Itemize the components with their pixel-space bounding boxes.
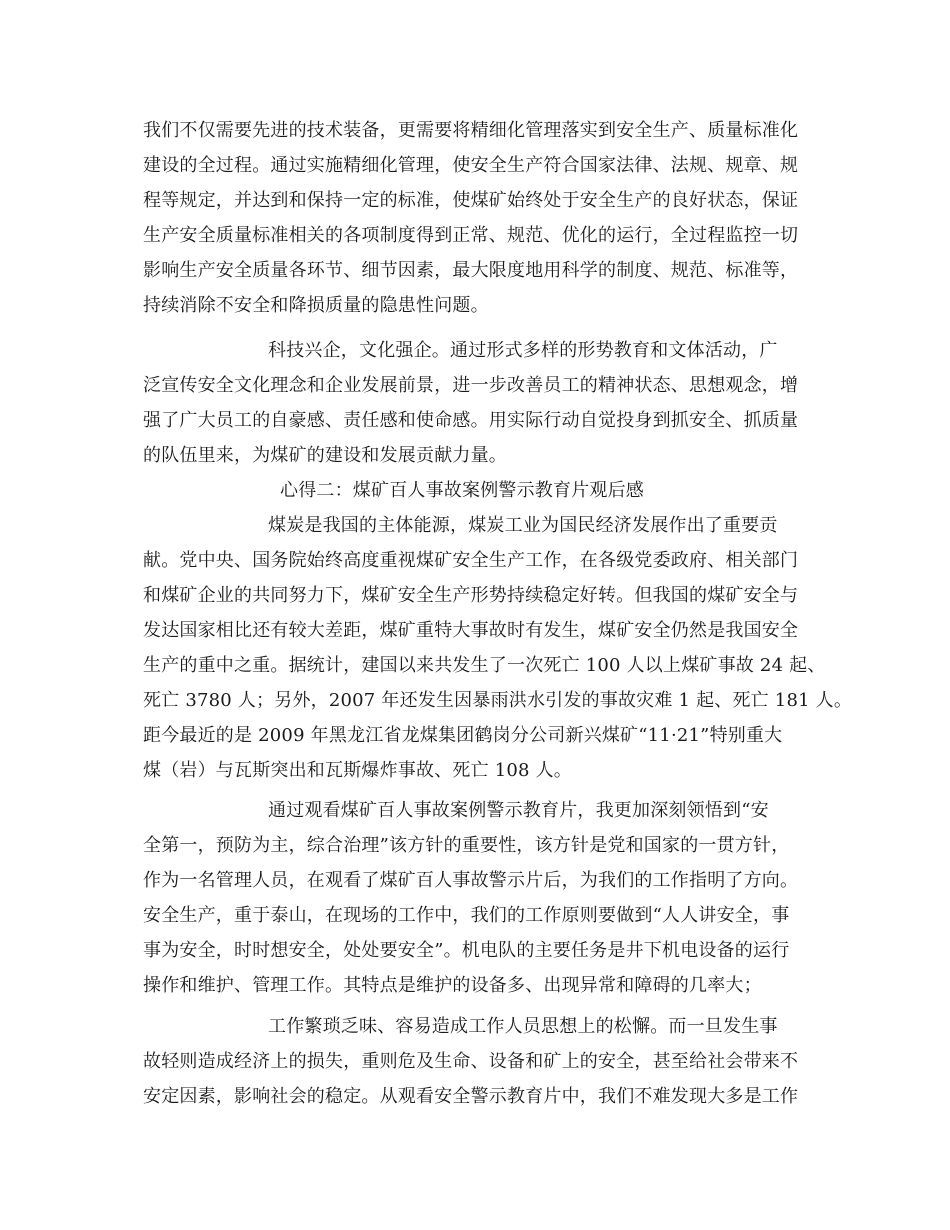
section-heading: 心得二：煤矿百人事故案例警示教育片观后感 <box>280 480 644 501</box>
paragraph-line: 全第一，预防为主，综合治理”该方针的重要性，该方针是党和国家的一贯方针， <box>143 835 790 856</box>
paragraph-line: 生产的重中之重。据统计，建国以来共发生了一次死亡 100 人以上煤矿事故 24 起、 <box>143 655 826 676</box>
paragraph-line: 强了广大员工的自豪感、责任感和使命感。用实际行动自觉投身到抓安全、抓质量 <box>143 410 799 431</box>
paragraph-line: 和煤矿企业的共同努力下，煤矿安全生产形势持续稳定好转。但我国的煤矿安全与 <box>143 585 799 606</box>
paragraph-line: 的队伍里来，为煤矿的建设和发展贡献力量。 <box>143 445 507 466</box>
paragraph-line: 故轻则造成经济上的损失，重则危及生命、设备和矿上的安全，甚至给社会带来不 <box>143 1051 799 1072</box>
paragraph-line: 建设的全过程。通过实施精细化管理，使安全生产符合国家法律、法规、规章、规 <box>143 155 799 176</box>
paragraph-line: 煤（岩）与瓦斯突出和瓦斯爆炸事故、死亡 108 人。 <box>143 760 572 781</box>
paragraph-line: 工作繁琐乏味、容易造成工作人员思想上的松懈。而一旦发生事 <box>268 1016 778 1037</box>
paragraph-line: 操作和维护、管理工作。其特点是维护的设备多、出现异常和障碍的几率大； <box>143 975 762 996</box>
paragraph-line: 程等规定，并达到和保持一定的标准，使煤矿始终处于安全生产的良好状态，保证 <box>143 190 799 211</box>
paragraph-line: 科技兴企，文化强企。通过形式多样的形势教育和文体活动，广 <box>268 340 778 361</box>
paragraph-line: 安定因素，影响社会的稳定。从观看安全警示教育片中，我们不难发现大多是工作 <box>143 1086 799 1107</box>
paragraph-line: 作为一名管理人员，在观看了煤矿百人事故警示片后，为我们的工作指明了方向。 <box>143 870 799 891</box>
paragraph-line: 距今最近的是 2009 年黑龙江省龙煤集团鹤岗分公司新兴煤矿“11·21”特别重大 <box>143 725 783 746</box>
paragraph-line: 煤炭是我国的主体能源，煤炭工业为国民经济发展作出了重要贡 <box>268 515 778 536</box>
paragraph-line: 影响生产安全质量各环节、细节因素，最大限度地用科学的制度、规范、标准等， <box>143 260 799 281</box>
paragraph-line: 发达国家相比还有较大差距，煤矿重特大事故时有发生，煤矿安全仍然是我国安全 <box>143 620 799 641</box>
paragraph-line: 事为安全，时时想安全，处处要安全”。机电队的主要任务是井下机电设备的运行 <box>143 940 790 961</box>
paragraph-line: 泛宣传安全文化理念和企业发展前景，进一步改善员工的精神状态、思想观念，增 <box>143 375 799 396</box>
paragraph-line: 安全生产，重于泰山，在现场的工作中，我们的工作原则要做到“人人讲安全，事 <box>143 905 790 926</box>
paragraph-line: 生产安全质量标准相关的各项制度得到正常、规范、优化的运行，全过程监控一切 <box>143 225 799 246</box>
paragraph-line: 我们不仅需要先进的技术装备，更需要将精细化管理落实到安全生产、质量标准化 <box>143 120 799 141</box>
paragraph-line: 持续消除不安全和降损质量的隐患性问题。 <box>143 295 489 316</box>
paragraph-line: 献。党中央、国务院始终高度重视煤矿安全生产工作，在各级党委政府、相关部门 <box>143 550 799 571</box>
paragraph-line: 通过观看煤矿百人事故案例警示教育片，我更加深刻领悟到“安 <box>268 800 769 821</box>
paragraph-line: 死亡 3780 人；另外，2007 年还发生因暴雨洪水引发的事故灾难 1 起、死亡 181 人。 <box>143 690 853 711</box>
